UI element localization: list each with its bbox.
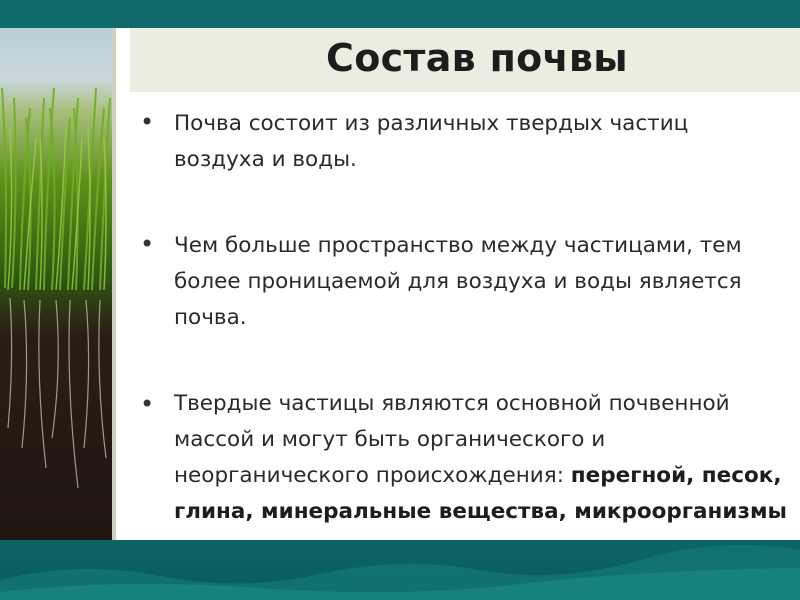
bullet-3-text — [174, 386, 787, 530]
bullet-3-line-3 — [174, 458, 787, 494]
bullet-3-line-2: массой и могут быть органического и — [174, 427, 606, 452]
bullet-1-marker: • — [140, 108, 155, 136]
slide-title: Состав почвы — [326, 36, 628, 80]
bullet-1-text — [174, 106, 688, 178]
bullet-1-line-1: Почва состоит из различных твердых частиц — [174, 111, 689, 136]
bullet-2-line-3: почва. — [174, 305, 247, 330]
grass-soil-photo — [0, 28, 112, 540]
bottom-frame-band — [0, 540, 800, 600]
bullet-2-line-1: Чем больше пространство между частицами, тем — [174, 233, 742, 258]
bullet-3-line-4-bold: глина, минеральные вещества, микроорганизмы — [174, 499, 787, 524]
top-frame-band — [0, 0, 800, 28]
bullet-3-marker: • — [140, 390, 155, 418]
bullet-2-marker: • — [140, 230, 155, 258]
bullet-3-line-1: Твердые частицы являются основной почвенной — [174, 391, 730, 416]
slide-card — [112, 28, 800, 540]
bullet-2-line-2: более проницаемой для воздуха и воды является — [174, 269, 742, 294]
bullet-2-text — [174, 228, 742, 336]
bullet-3-line-4 — [174, 494, 787, 530]
bullet-3-bold-terms: перегной, песок, — [570, 463, 782, 488]
bullet-1-line-2: воздуха и воды. — [174, 147, 357, 172]
bullet-3-line-3-plain: неорганического происхождения: — [174, 463, 571, 488]
title-bar — [130, 28, 800, 92]
